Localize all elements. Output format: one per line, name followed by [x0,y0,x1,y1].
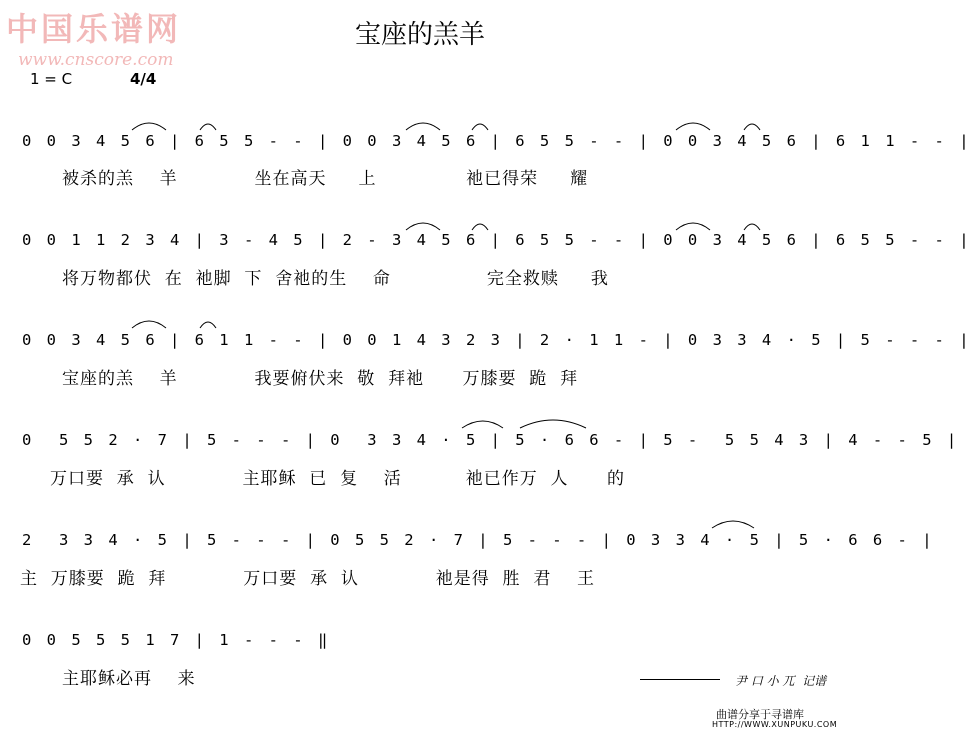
lyrics-line-1: 被杀的羔 羊 坐在高天 上 祂已得荣 耀 [62,169,589,189]
lyrics-line-2: 将万物都伏 在 祂脚 下 舍祂的生 命 完全救赎 我 [62,269,609,289]
slur-mark [200,322,216,328]
slur-mark [132,123,166,130]
notation-line-5: 2 3 3 4 · 5 | 5 - - - | 0 5 5 2 · 7 | 5 - - - | 0 3 3 4 · 5 | 5 · 6 6 - | [22,531,935,549]
notation-line-6: 0 0 5 5 5 1 7 | 1 - - - ‖ [22,631,331,649]
slur-mark [676,123,710,130]
lyrics-line-4: 万口要 承 认 主耶稣 已 复 活 祂已作万 人 的 [50,469,625,489]
slur-mark [676,223,710,230]
notation-line-3: 0 0 3 4 5 6 | 6 1 1 - - | 0 0 1 4 3 2 3 | 2 · 1 1 - | 0 3 3 4 · 5 | 5 - - - | [22,331,972,349]
slur-mark [520,420,586,428]
slur-mark [712,521,754,528]
slur-mark [744,224,760,230]
time-signature: 4/4 [130,70,157,88]
slur-mark [462,421,503,428]
key-signature: 1 = C [30,70,73,88]
footer-source-text: 曲谱分享于寻谱库 [716,708,804,721]
footer-url[interactable]: HTTP://WWW.XUNPUKU.COM [712,720,838,729]
site-watermark-url: www.cnscore.com [18,50,174,70]
lyrics-line-6: 主耶稣必再 来 [62,669,196,689]
song-title: 宝座的羔羊 [355,20,486,50]
notation-line-4: 0 5 5 2 · 7 | 5 - - - | 0 3 3 4 · 5 | 5 · 6 6 - | 5 - 5 5 4 3 | 4 - - 5 | [22,431,960,449]
scribe-credit: 尹 口 小 兀 记谱 [735,674,827,688]
site-watermark-logo: 中国乐谱网 [6,10,182,48]
lyrics-line-3: 宝座的羔 羊 我要俯伏来 敬 拜祂 万膝要 跪 拜 [62,369,579,389]
lyrics-line-5: 主 万膝要 跪 拜 万口要 承 认 祂是得 胜 君 王 [20,569,595,589]
slur-mark [200,124,216,130]
notation-line-2: 0 0 1 1 2 3 4 | 3 - 4 5 | 2 - 3 4 5 6 | 6 5 5 - - | 0 0 3 4 5 6 | 6 5 5 - - | [22,231,972,249]
slur-mark [472,124,488,130]
slur-mark [472,224,488,230]
slur-mark [744,124,760,130]
notation-line-1: 0 0 3 4 5 6 | 6 5 5 - - | 0 0 3 4 5 6 | 6 5 5 - - | 0 0 3 4 5 6 | 6 1 1 - - | [22,132,972,150]
slur-mark [132,321,166,328]
scribe-rule [640,679,720,680]
slur-mark [406,223,440,230]
slur-mark [406,123,440,130]
